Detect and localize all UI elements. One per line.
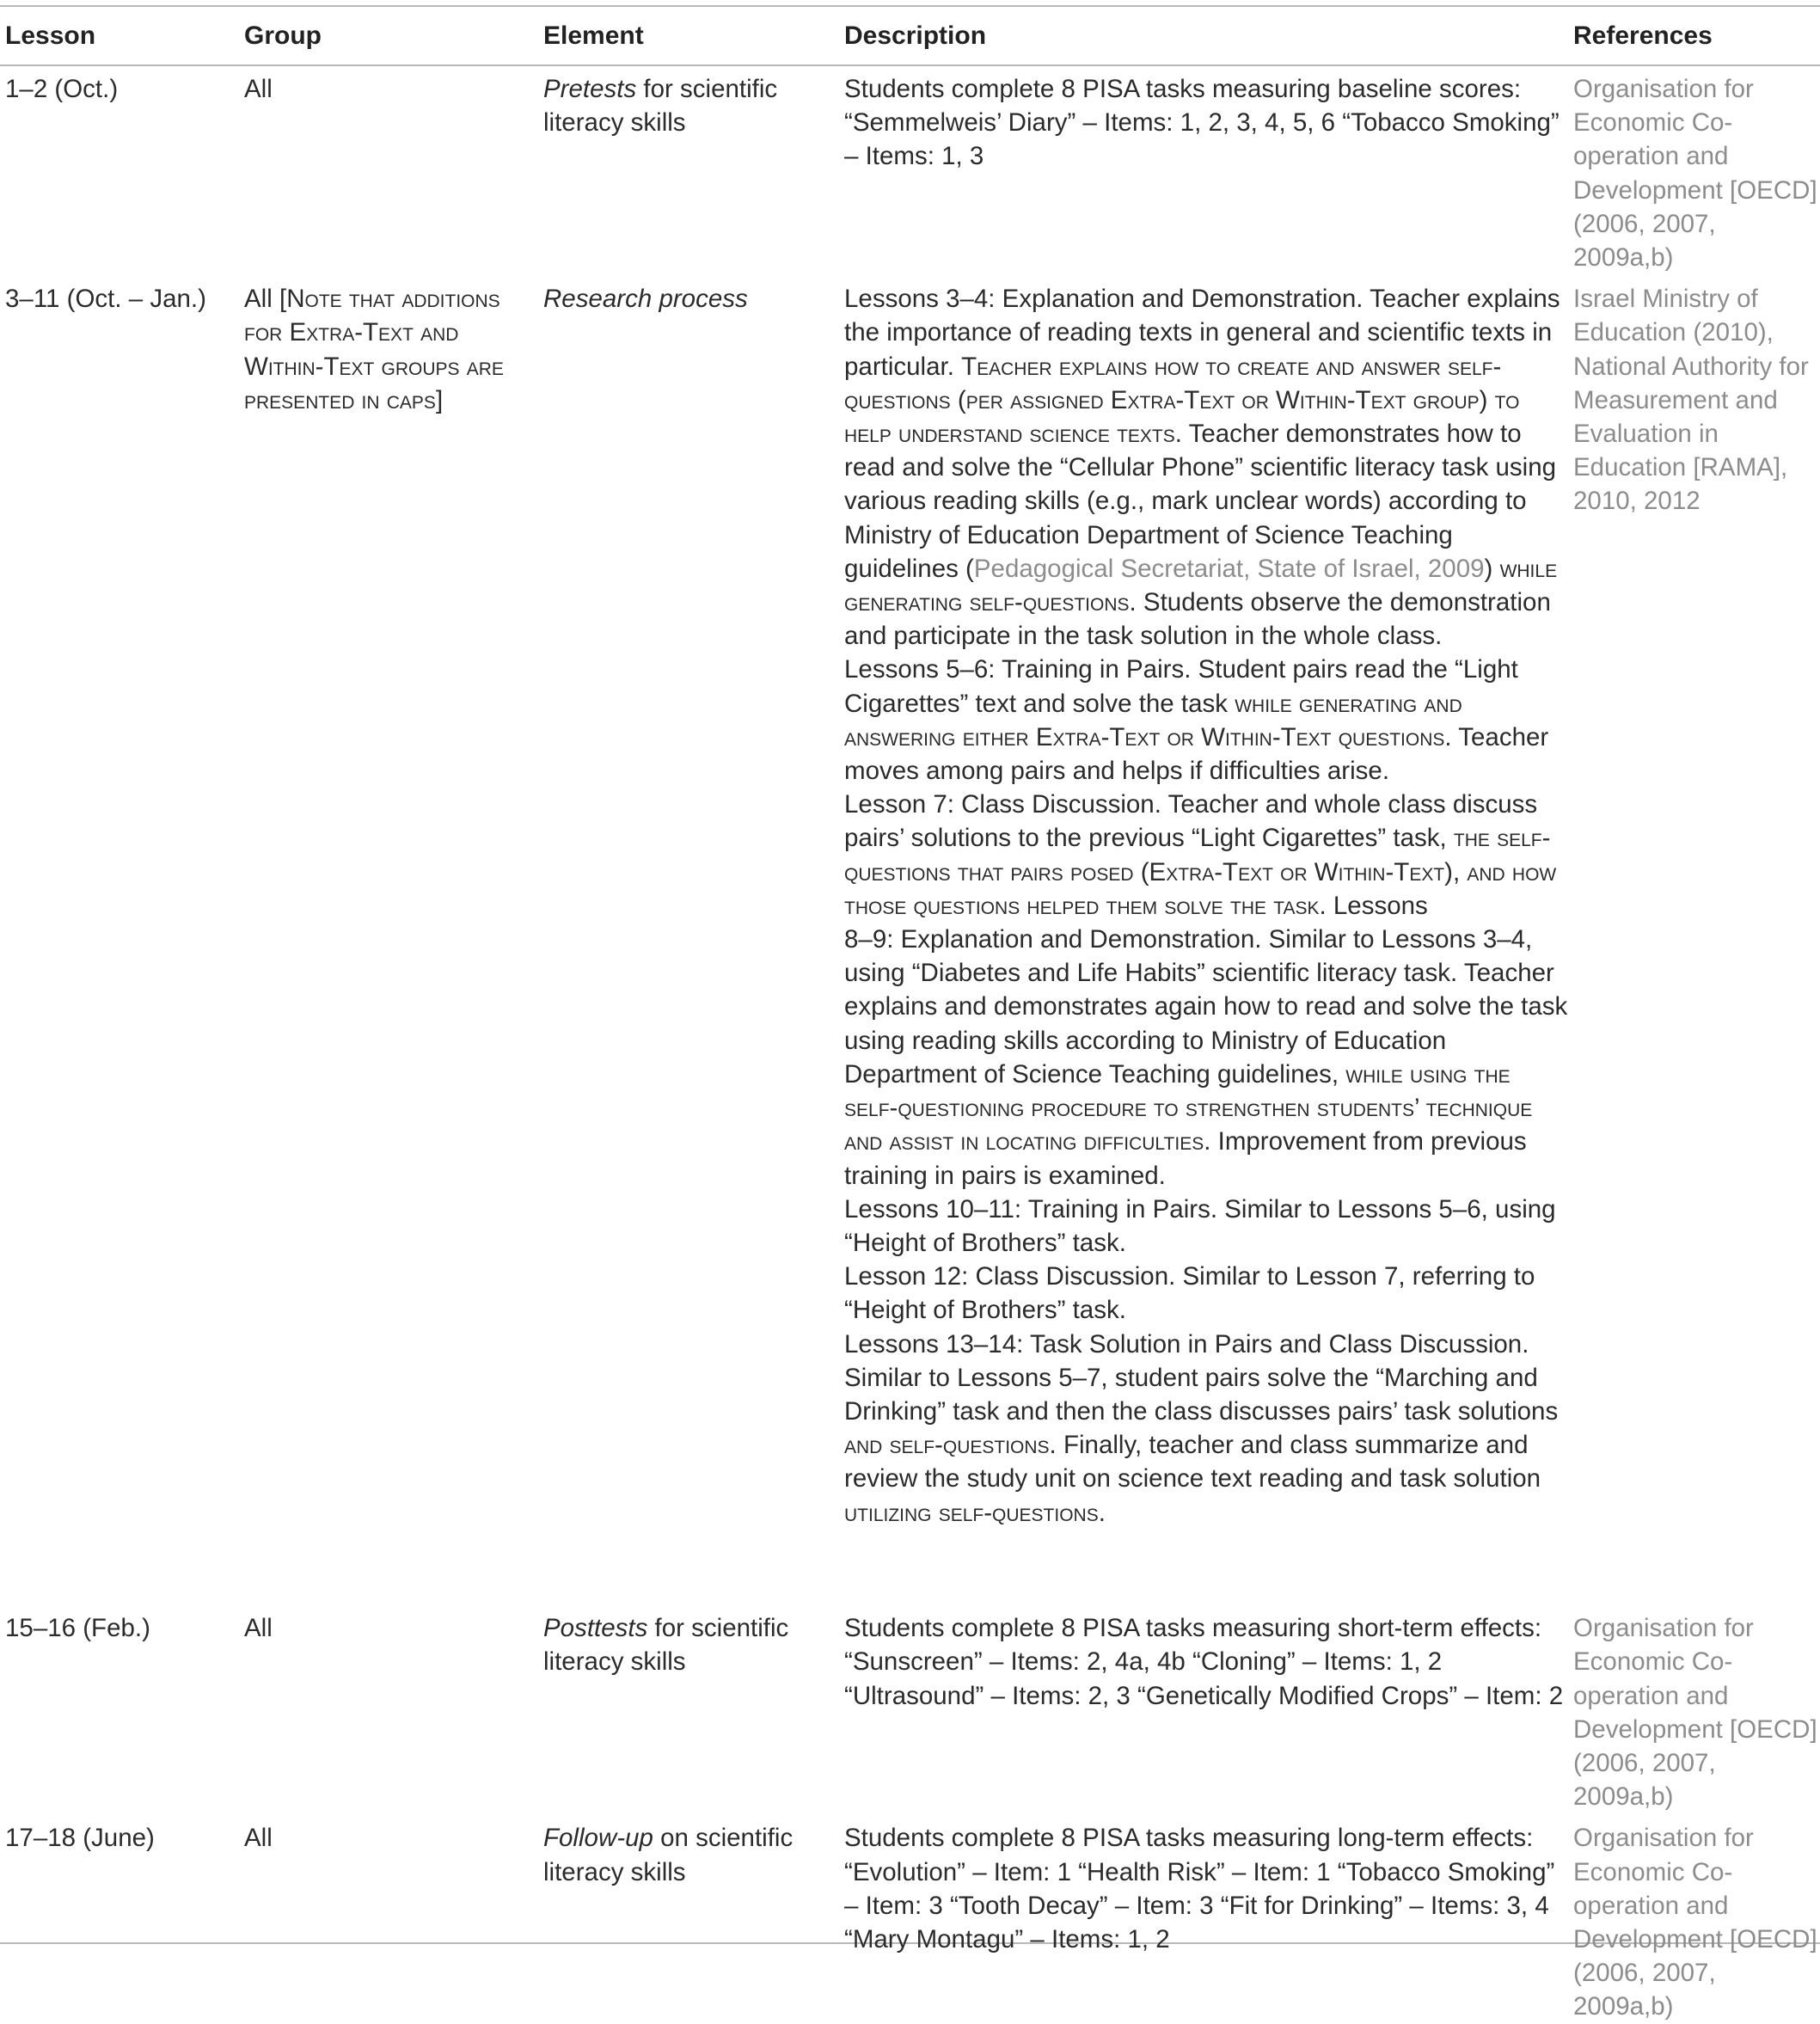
lesson-cell: 15–16 (Feb.) — [5, 1614, 150, 1643]
description-paragraph — [844, 923, 1568, 1193]
citation-link[interactable]: Pedagogical Secretariat, State of Israel, 2009 — [973, 554, 1485, 583]
lesson-plan-table — [0, 7, 1820, 2024]
references-cell: Organisation for Economic Co-operation and Development [OECD] (2006, 2007, 2009a,b) — [1573, 1614, 1817, 1812]
group-caps-note: Note that additions for Extra-Text and Within-Text groups are presented in caps — [244, 285, 504, 414]
group-cell: All — [244, 75, 273, 103]
description-caps-text: utilizing self-questions. — [844, 1498, 1106, 1527]
description-paragraph: Lessons 10–11: Training in Pairs. Similar to Lessons 5–6, using “Height of Brothers” task. — [844, 1194, 1556, 1257]
description-caps-text: while generating and answering either Extra-Text or Within-Text questions. — [844, 689, 1462, 751]
element-text: on scientific literacy skills — [543, 1824, 794, 1886]
description-text: Teacher demonstrates how to read and solve the “Cellular Phone” scientific literacy task using various reading skills (e.g., mark unclear words) according to Ministry of Education Department of Science Teaching guidelines ( — [844, 420, 1557, 583]
description-caps-text: while generating self-questions. — [844, 554, 1558, 617]
description-text: Students observe the demonstration and participate in the task solution in the whole class. — [844, 588, 1551, 651]
header-description: Description — [844, 21, 987, 50]
element-emphasis: Research process — [543, 285, 748, 314]
group-cell: All — [244, 1614, 273, 1643]
description-cell: Students complete 8 PISA tasks measuring short-term effects: “Sunscreen” – Items: 2, 4a, 4b “Cloning” – Items: 1, 2 “Ultrasound” – Items: 2, 3 “Genetically Modified Crops” – Item: 2 — [844, 1614, 1564, 1710]
element-cell — [538, 1604, 839, 1813]
element-text: for scientific literacy skills — [543, 75, 778, 138]
description-caps-text: while using the self-questioning procedure to strengthen students’ technique and assist in locating difficulties. — [844, 1059, 1533, 1156]
element-cell — [538, 274, 839, 1604]
lesson-cell: 3–11 (Oct. – Jan.) — [5, 285, 206, 314]
element-cell — [538, 1813, 839, 2023]
description-cell — [839, 274, 1568, 1604]
table-row — [0, 274, 1820, 1604]
description-paragraph — [844, 653, 1568, 788]
references-cell: Organisation for Economic Co-operation and Development [OECD] (2006, 2007, 2009a,b) — [1573, 1824, 1817, 2021]
references-cell: Israel Ministry of Education (2010), National Authority for Measurement and Evaluation in Education [RAMA], 2010, 2012 — [1573, 285, 1809, 516]
element-emphasis: Pretests — [543, 75, 637, 103]
description-paragraph — [844, 1328, 1568, 1530]
description-cell: Students complete 8 PISA tasks measuring baseline scores: “Semmelweis’ Diary” – Items: 1, 2, 3, 4, 5, 6 “Tobacco Smoking” – Items: 1, 3 — [844, 75, 1560, 171]
group-text: All [ — [244, 285, 287, 314]
description-text: Lessons — [1326, 891, 1428, 920]
group-cell — [239, 274, 538, 1604]
element-cell — [538, 64, 839, 274]
description-caps-text: the self-questions that pairs posed (Extra-Text or Within-Text), and how those questions helped them solve the task. — [844, 824, 1557, 920]
element-text: for scientific literacy skills — [543, 1614, 789, 1677]
table-row — [0, 1604, 1820, 1813]
description-text: Lessons 5–6: Training in Pairs. Student pairs read the “Light Cigarettes” text and solve the task — [844, 655, 1518, 718]
header-references: References — [1573, 21, 1713, 50]
description-caps-text: Teacher explains how to create and answer self-questions (per assigned Extra-Text or Within-Text group) to help understand science texts. — [844, 352, 1520, 449]
description-text: Lessons 3–4: Explanation and Demonstration. Teacher explains the importance of reading texts in general and scientific texts in particular. — [844, 285, 1560, 381]
group-text-end: ] — [435, 385, 444, 414]
description-caps-text: and self-questions. — [844, 1431, 1057, 1460]
description-cell: Students complete 8 PISA tasks measuring long-term effects: “Evolution” – Item: 1 “Health Risk” – Item: 1 “Tobacco Smoking” – Item: 3 “Tooth Decay” – Item: 3 “Fit for Drinking” – Items: 3, 4 “Mary Montagu” – Items: 1, 2 — [844, 1824, 1555, 1954]
description-text: 8–9: Explanation and Demonstration. Similar to Lessons 3–4, using “Diabetes and Life Habits” scientific literacy task. Teacher explains and demonstrates again how to read and solve the task using reading skills according to Ministry of Education Department of Science Teaching guidelines, — [844, 925, 1568, 1089]
description-text: Teacher moves among pairs and helps if difficulties arise. — [844, 722, 1549, 786]
header-lesson: Lesson — [5, 21, 96, 50]
description-text: Lesson 7: Class Discussion. Teacher and whole class discuss pairs’ solutions to the previous “Light Cigarettes” task, — [844, 790, 1538, 853]
element-emphasis: Follow-up — [543, 1824, 653, 1853]
group-cell: All — [244, 1824, 273, 1853]
description-text: Lessons 13–14: Task Solution in Pairs and Class Discussion. Similar to Lessons 5–7, student pairs solve the “Marching and Drinking” task and then the class discusses pairs’ task solutions — [844, 1329, 1559, 1426]
header-element: Element — [543, 21, 644, 50]
description-text: Improvement from previous training in pairs is examined. — [844, 1127, 1527, 1190]
lesson-cell: 17–18 (June) — [5, 1824, 155, 1853]
table-row — [0, 1813, 1820, 2023]
description-paragraph: Lesson 12: Class Discussion. Similar to Lesson 7, referring to “Height of Brothers” task. — [844, 1262, 1535, 1325]
lesson-cell: 1–2 (Oct.) — [5, 75, 119, 103]
element-emphasis: Posttests — [543, 1614, 648, 1643]
description-text: ) — [1484, 554, 1500, 583]
header-group: Group — [244, 21, 322, 50]
table-header-row — [0, 7, 1820, 64]
description-paragraph — [844, 282, 1568, 653]
description-text: Finally, teacher and class summarize and review the study unit on science text reading and task solution — [844, 1431, 1541, 1493]
description-paragraph — [844, 788, 1568, 923]
references-cell: Organisation for Economic Co-operation and Development [OECD] (2006, 2007, 2009a,b) — [1573, 75, 1817, 273]
table-row — [0, 64, 1820, 274]
